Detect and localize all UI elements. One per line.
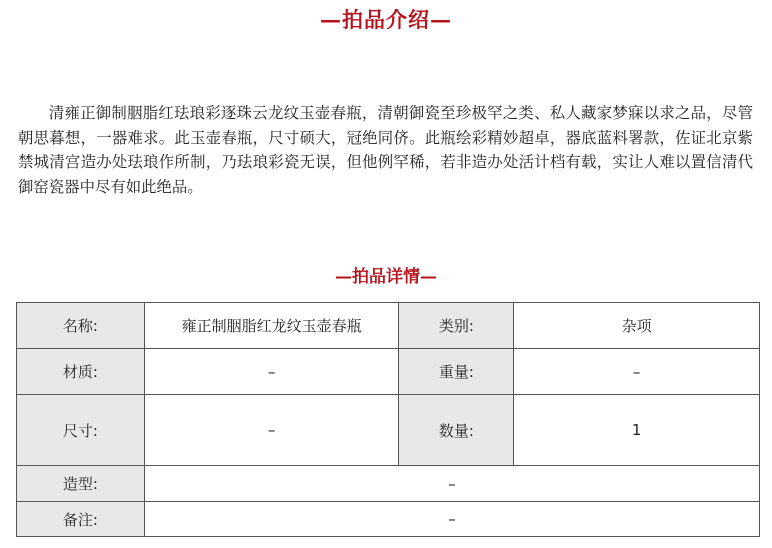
quantity-value: 1: [514, 395, 760, 466]
remark-label: 备注:: [17, 502, 145, 537]
weight-label: 重量:: [399, 349, 514, 395]
table-row: [17, 303, 760, 349]
table-row: [17, 349, 760, 395]
quantity-label: 数量:: [399, 395, 514, 466]
table-row: [17, 395, 760, 466]
details-table: [16, 302, 760, 537]
remark-value: –: [144, 502, 759, 537]
details-section-title: —拍品详情—: [335, 267, 437, 287]
shape-label: 造型:: [17, 466, 145, 502]
category-value: 杂项: [514, 303, 760, 349]
intro-section-title: —拍品介绍—: [320, 7, 452, 32]
material-value: –: [144, 349, 399, 395]
table-row: [17, 502, 760, 537]
name-value: 雍正制胭脂红龙纹玉壶春瓶: [144, 303, 399, 349]
size-value: –: [144, 395, 399, 466]
table-row: [17, 466, 760, 502]
category-label: 类别:: [399, 303, 514, 349]
size-label: 尺寸:: [17, 395, 145, 466]
material-label: 材质:: [17, 349, 145, 395]
name-label: 名称:: [17, 303, 145, 349]
shape-value: –: [144, 466, 759, 502]
weight-value: –: [514, 349, 760, 395]
intro-paragraph: 清雍正御制胭脂红珐琅彩逐珠云龙纹玉壶春瓶，清朝御瓷至珍极罕之类、私人藏家梦寐以求之品，尽管朝思暮想，一器难求。此玉壶春瓶，尺寸硕大，冠绝同侪。此瓶绘彩精妙超卓，器底蓝料署款，佐证北京紫禁城清宫造办处珐琅作所制，乃珐琅彩瓷无误，但他例罕稀，若非造办处活计档有载，实让人难以置信清代御窑瓷器中尽有如此绝品。: [18, 104, 753, 196]
